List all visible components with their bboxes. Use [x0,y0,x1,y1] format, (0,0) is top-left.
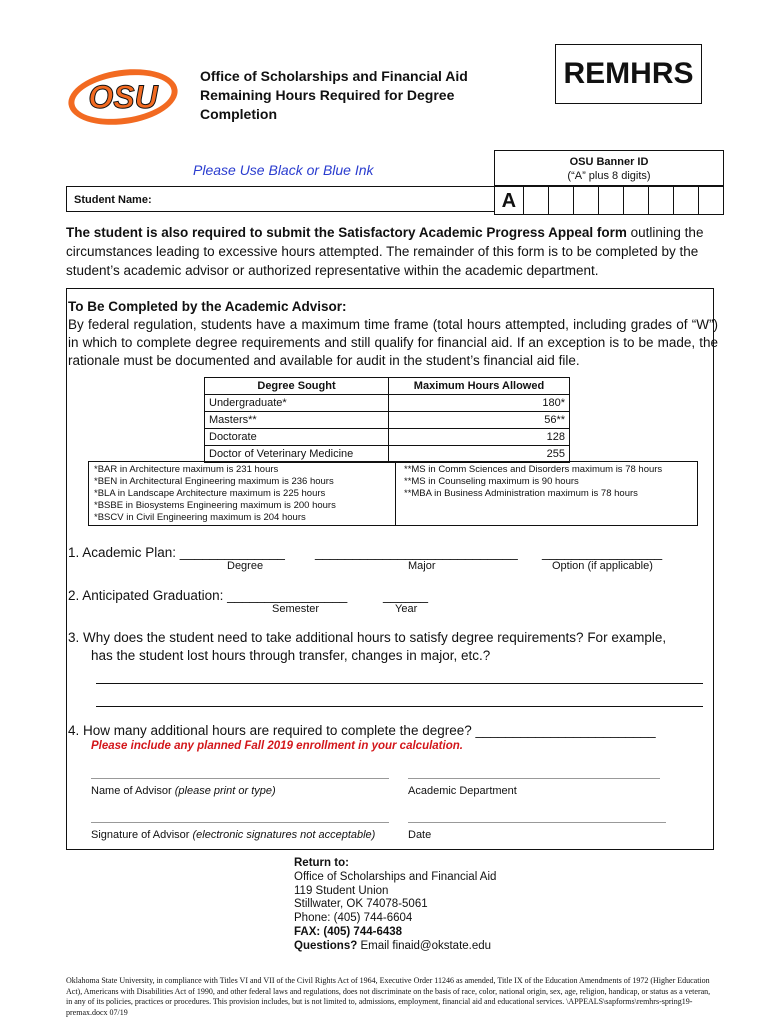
advisor-paragraph: By federal regulation, students have a maximum time frame (total hours attempted, including grades of “W”) in which to complete degree requirements and still qualify for financial aid. If an exception is to be made, the rationale must be documented and available for audit in the student’s financial aid file. [68,317,718,368]
fax-line: FAX: (405) 744-6438 [294,925,403,938]
note-line: *BSBE in Biosystems Engineering maximum is 200 hours [94,500,336,511]
table-header: Maximum Hours Allowed [389,378,570,395]
department-caption: Academic Department [408,785,517,797]
table-header-row [205,378,570,395]
return-heading: Return to: [294,857,349,869]
year-blank[interactable]: ______ [383,588,429,603]
office-line-1: Office of Scholarships and Financial Aid [200,68,468,84]
return-line: Stillwater, OK 74078-5061 [294,898,428,911]
banner-id-digit[interactable] [599,186,624,215]
signature-hint: (electronic signatures not acceptable) [192,829,376,841]
advisor-name-hint: (please print or type) [174,785,276,797]
banner-id-title: OSU Banner ID [569,156,649,168]
degree-cell: Masters** [205,412,389,429]
note-line: **MS in Counseling maximum is 90 hours [404,476,579,487]
answer-line[interactable] [96,683,703,684]
semester-caption: Semester [272,603,320,615]
banner-id-digit[interactable] [649,186,674,215]
note-line: *BLA in Landscape Architecture maximum is 225 hours [94,488,326,499]
banner-id-digit[interactable] [524,186,549,215]
date-line[interactable] [408,822,666,823]
note-line: *BAR in Architecture maximum is 231 hours [94,464,279,475]
question-3-line-1: 3. Why does the student need to take additional hours to satisfy degree requirements? For example, [68,630,667,645]
return-line: 119 Student Union [294,884,389,897]
banner-id-subtitle: (“A” plus 8 digits) [567,170,651,182]
intro-rest: outlining the circumstances leading to excessive hours attempted. The remainder of this form is to be completed by the student’s academic advisor or authorized representative within the academic department. [66,225,704,278]
hours-cell: 255 [389,446,570,463]
banner-id-header [494,150,724,186]
banner-id-digit[interactable] [574,186,599,215]
date-caption: Date [408,829,432,841]
banner-id-digit[interactable] [699,186,724,215]
student-name-field[interactable] [66,186,494,212]
degree-caption: Degree [227,560,264,572]
osu-logo [66,66,184,128]
office-line-2: Remaining Hours Required for Degree [200,87,455,103]
questions-line [294,940,496,954]
degree-cell: Doctor of Veterinary Medicine [205,446,389,463]
advisor-name-caption [91,785,276,797]
degree-cell: Doctorate [205,429,389,446]
return-line: Phone: (405) 744-6604 [294,912,413,925]
signature-caption [91,829,375,841]
major-caption: Major [408,560,436,572]
note-line: **MBA in Business Administration maximum is 78 hours [404,488,638,499]
return-address [294,857,496,954]
notes-undergrad [89,462,396,525]
degree-table [204,377,570,463]
advisor-name-label: Name of Advisor [91,785,175,797]
ink-note: Please Use Black or Blue Ink [193,162,374,178]
major-blank[interactable]: ___________________________ [315,545,518,560]
return-line: Office of Scholarships and Financial Aid [294,870,497,883]
signature-line[interactable] [91,822,389,823]
advisor-name-line[interactable] [91,778,389,779]
academic-plan-label: 1. Academic Plan: ______________ [68,545,285,560]
banner-id-boxes[interactable] [494,186,724,215]
notes-masters [396,462,670,525]
hours-cell: 56** [389,412,570,429]
questions-label: Questions? [294,939,358,952]
program-notes [88,461,698,526]
hours-cell: 180* [389,395,570,412]
signature-label: Signature of Advisor [91,829,193,841]
question-4-note: Please include any planned Fall 2019 enrollment in your calculation. [91,740,463,752]
note-line: *BSCV in Civil Engineering maximum is 204 hours [94,512,306,523]
year-caption: Year [395,603,418,615]
department-line[interactable] [408,778,660,779]
advisor-heading: To Be Completed by the Academic Advisor: [68,299,347,314]
questions-email: Email finaid@okstate.edu [357,939,492,952]
banner-id-digit[interactable] [549,186,574,215]
answer-line[interactable] [96,706,703,707]
banner-id-digit[interactable] [624,186,649,215]
office-title [200,67,468,124]
question-4-label: 4. How many additional hours are required to complete the degree? ________________________ [68,723,656,738]
table-row [205,429,570,446]
table-row [205,395,570,412]
footer-disclaimer: Oklahoma State University, in compliance with Titles VI and VII of the Civil Rights Act of 1964, Executive Order 11246 as amended, Title IX of the Education Amendments of 1972 (Higher Education Act), Americans with Disabilities Act of 1990, and other federal laws and regulations, does not discriminate on the basis of race, color, national origin, sex, age, religion, handicap, or status as a veteran, in any of its policies, practices or procedures. This provision includes, but is not limited to, admissions, employment, financial aid and educational services. \APPEALS\sapforms\remhrs-spring19-premax.docx 07/19 [66,976,711,1017]
question-3-line-2: has the student lost hours through transfer, changes in major, etc.? [91,648,491,663]
option-blank[interactable]: ________________ [542,545,663,560]
banner-id-prefix: A [494,186,524,215]
logo-text: OSU [88,79,158,115]
intro-paragraph [66,223,726,280]
intro-bold: The student is also required to submit the Satisfactory Academic Progress Appeal form [66,225,627,240]
anticipated-graduation-label: 2. Anticipated Graduation: ________________ [68,588,348,603]
table-row [205,446,570,463]
table-header: Degree Sought [205,378,389,395]
table-row [205,412,570,429]
note-line: *BEN in Architectural Engineering maximum is 236 hours [94,476,334,487]
banner-id-digit[interactable] [674,186,699,215]
option-caption: Option (if applicable) [552,560,653,572]
hours-cell: 128 [389,429,570,446]
note-line: **MS in Comm Sciences and Disorders maximum is 78 hours [404,464,663,475]
form-code-box: REMHRS [555,44,702,104]
student-name-label: Student Name: [74,194,152,206]
office-line-3: Completion [200,106,277,122]
degree-cell: Undergraduate* [205,395,389,412]
